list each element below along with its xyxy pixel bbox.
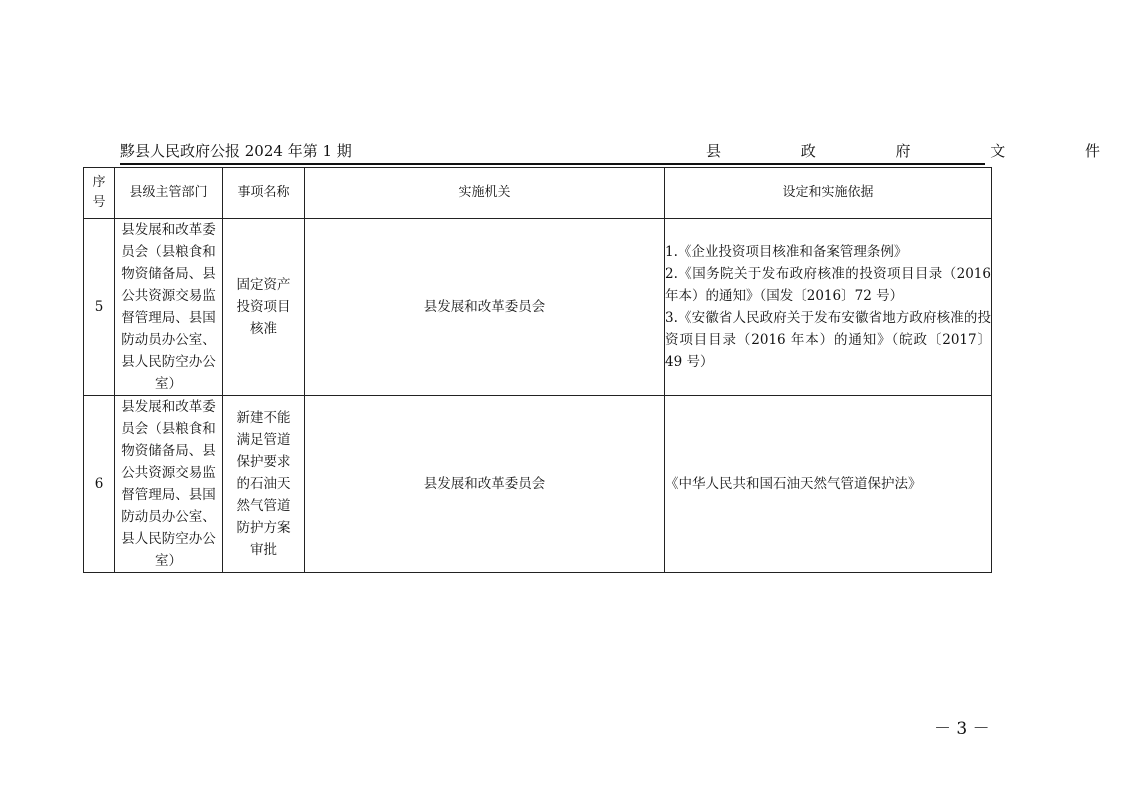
row-agency: 县发展和改革委员会 (305, 396, 665, 573)
basis-line: 3.《安徽省人民政府关于发布安徽省地方政府核准的投资项目目录（2016 年本）的通知》（皖政〔2017〕49 号） (665, 310, 991, 370)
row-department: 县发展和改革委员会（县粮食和物资储备局、县公共资源交易监督管理局、县国防动员办公室、县人民防空办公室） (115, 396, 223, 573)
header-item: 事项名称 (223, 168, 305, 219)
header-seq: 序号 (84, 168, 115, 219)
row-agency: 县发展和改革委员会 (305, 219, 665, 396)
table-row (84, 219, 992, 396)
category-char: 府 (895, 142, 911, 160)
basis-line: 《中华人民共和国石油天然气管道保护法》 (665, 476, 922, 492)
row-basis (665, 396, 992, 573)
row-item: 新建不能满足管道保护要求的石油天然气管道防护方案审批 (223, 396, 305, 573)
category-char: 文 (990, 142, 1006, 160)
row-item: 固定资产投资项目核准 (223, 219, 305, 396)
table-row (84, 396, 992, 573)
document-category (706, 141, 1100, 161)
page-header (120, 141, 1100, 165)
header-department: 县级主管部门 (115, 168, 223, 219)
category-char: 县 (706, 142, 722, 160)
row-seq: 5 (84, 219, 115, 396)
page-number: － 3 － (934, 719, 990, 739)
basis-line: 2.《国务院关于发布政府核准的投资项目目录（2016 年本）的通知》（国发〔2016〕72 号） (665, 266, 991, 304)
bulletin-title: 黟县人民政府公报 2024 年第 1 期 (120, 142, 352, 160)
category-char: 件 (1084, 142, 1100, 160)
header-rule-thick (120, 163, 985, 165)
header-agency: 实施机关 (305, 168, 665, 219)
category-char: 政 (800, 142, 816, 160)
row-seq: 6 (84, 396, 115, 573)
row-department: 县发展和改革委员会（县粮食和物资储备局、县公共资源交易监督管理局、县国防动员办公室、县人民防空办公室） (115, 219, 223, 396)
row-basis (665, 219, 992, 396)
basis-line: 1.《企业投资项目核准和备案管理条例》 (665, 244, 908, 260)
header-basis: 设定和实施依据 (665, 168, 992, 219)
approval-items-table (83, 167, 992, 573)
table-header-row (84, 168, 992, 219)
